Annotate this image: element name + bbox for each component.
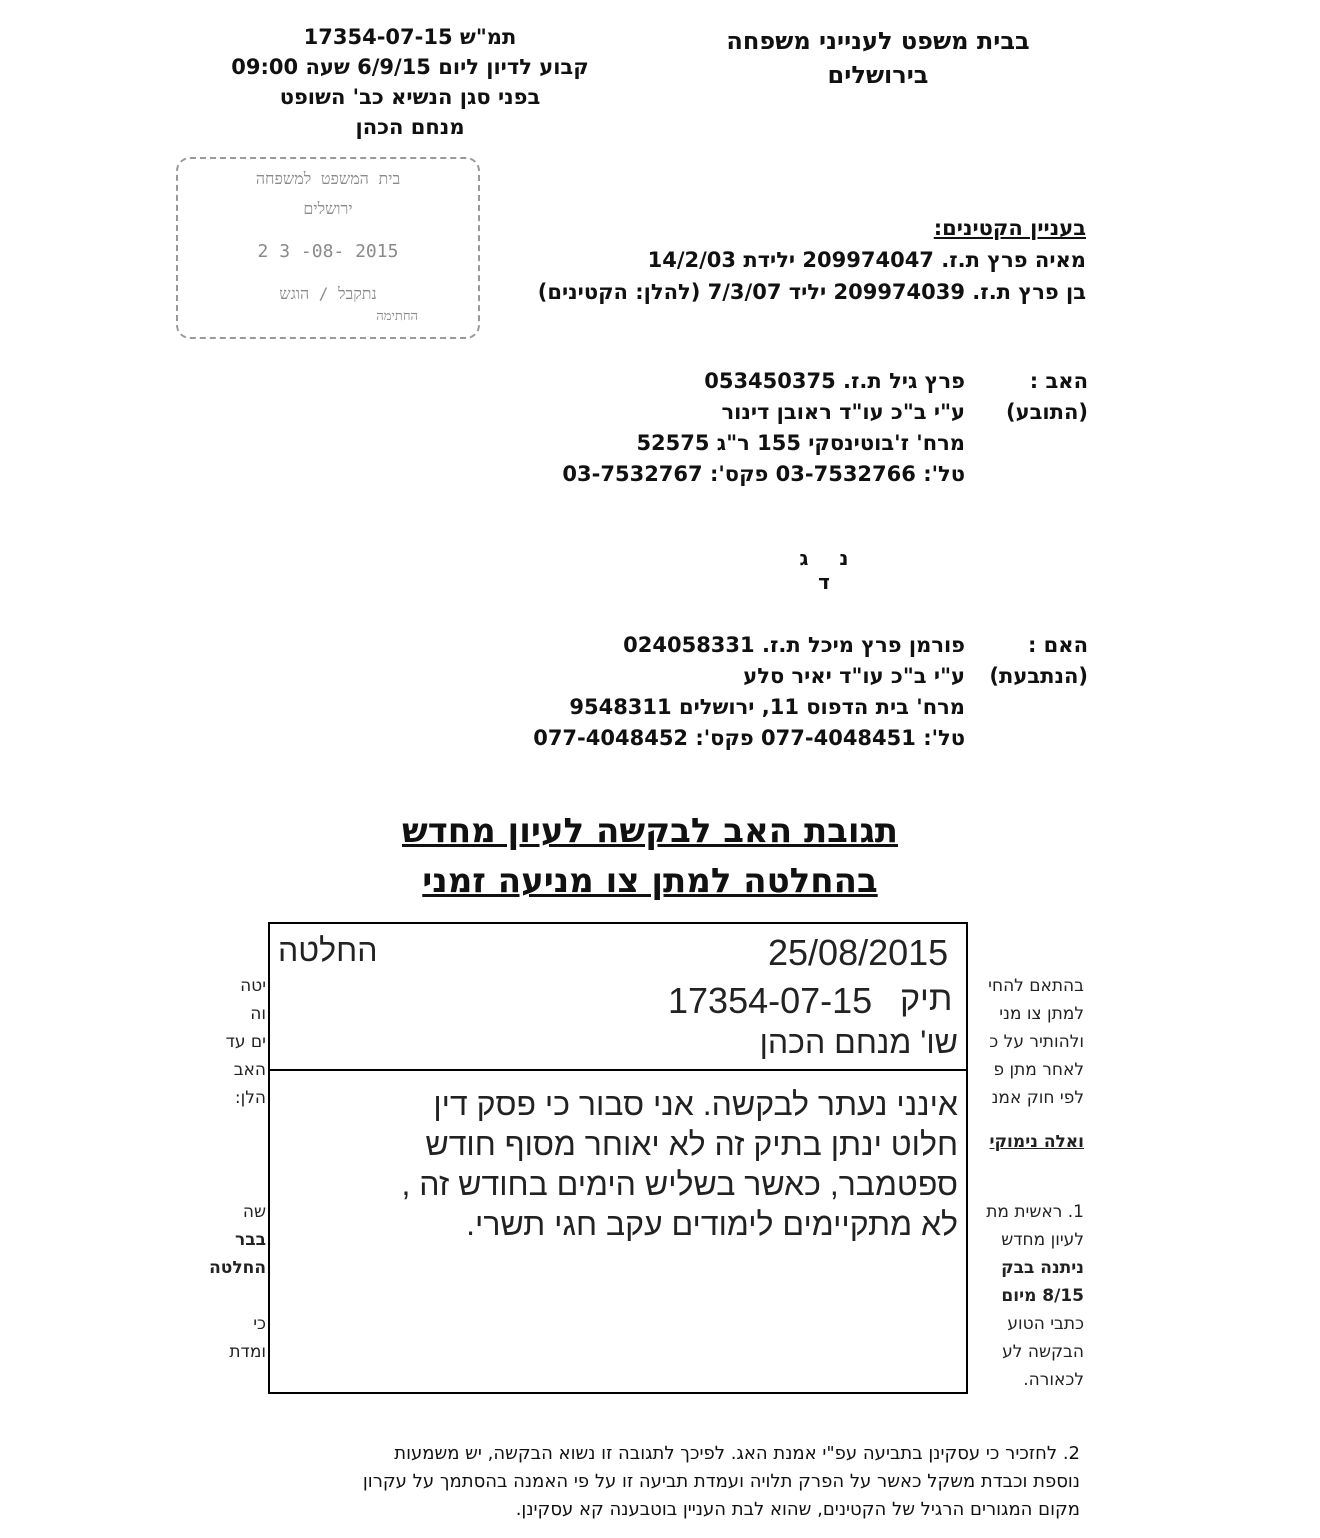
bg-line: לאחר מתן פ: [993, 1060, 1084, 1080]
decision-date: 25/08/2015: [768, 932, 949, 973]
judge-name-line: מנחם הכהן: [355, 115, 465, 139]
bg-line: כי: [253, 1314, 266, 1334]
judge-title-line: בפני סגן הנשיא כב' השופט: [279, 85, 541, 109]
father-phone: טל': 03-7532766 פקס': 03-7532767: [562, 462, 965, 486]
father-label-block: [978, 366, 1088, 428]
bg-text-left: [200, 972, 266, 1366]
mother-name-id: פורמן פרץ מיכל ת.ז. 024058331: [623, 633, 965, 657]
court-city: בירושלים: [827, 61, 929, 89]
paragraph-2: [200, 1440, 1080, 1524]
father-details: [405, 366, 965, 490]
decision-label: החלטה: [278, 932, 378, 968]
decision-box: [268, 922, 968, 1394]
stamp-date: 2 3 -08- 2015: [257, 241, 399, 262]
bg-line: ים עד: [225, 1032, 266, 1052]
bg-line: הלן:: [234, 1088, 266, 1108]
mother-label: האם :: [1027, 633, 1088, 657]
mother-label-block: [978, 630, 1088, 692]
stamp-city: ירושלים: [303, 199, 353, 218]
minors-heading: בעניין הקטינים:: [933, 216, 1086, 240]
hearing-date-line: קבוע לדיון ליום 6/9/15 שעה 09:00: [231, 55, 589, 79]
bg-line: למתן צו מני: [999, 1004, 1084, 1024]
mother-role: (הנתבעת): [989, 664, 1088, 688]
minor-2: בן פרץ ת.ז. 209974039 יליד 7/3/07 (להלן: הקטינים): [537, 280, 1086, 304]
document-title: [300, 806, 1000, 906]
stamp-court: בית המשפט למשפחה: [255, 169, 401, 188]
court-header: [668, 24, 1088, 92]
minor-1: מאיה פרץ ת.ז. 209974047 ילידת 14/2/03: [647, 248, 1086, 272]
title-line-1: תגובת האב לבקשה לעיון מחדש: [401, 811, 899, 851]
case-number-line: תמ"ש 17354-07-15: [303, 25, 517, 49]
bg-line: ומדת: [229, 1342, 266, 1362]
bg-line: לפי חוק אמנ: [991, 1088, 1084, 1108]
item1-line: הבקשה לע: [1002, 1342, 1084, 1362]
stamp-signature: החתימה: [376, 309, 418, 324]
father-label: האב :: [1029, 369, 1088, 393]
bg-line: האב: [233, 1060, 266, 1080]
item1-line: כתבי הטוע: [1007, 1314, 1084, 1334]
versus-label: נ ג ד: [799, 546, 861, 594]
para2-line: מקום המגורים הרגיל של הקטינים, שהוא לבת העניין בוטבענה קא עסקינן.: [515, 1499, 1080, 1520]
mother-address: מרח' בית הדפוס 11, ירושלים 9548311: [569, 695, 965, 719]
para2-line: 2. לחזכיר כי עסקינן בתביעה עפ"י אמנת האג. לפיכך לתגובה זו נשוא הבקשה, יש משמעות: [394, 1443, 1080, 1464]
decision-text: אינני נעתר לבקשה. אני סבור כי פסק דין חלוט ינתן בתיק זה לא יאוחר מסוף חודש ספטמבר, כאשר בשליש הימים בחודש זה , לא מתקיימים לימודים עקב חגי תשרי.: [401, 1086, 958, 1242]
title-line-2: בהחלטה למתן צו מניעה זמני: [422, 861, 878, 901]
bg-line: שה: [242, 1202, 266, 1222]
court-name: בבית משפט לענייני משפחה: [726, 27, 1030, 55]
father-lawyer: ע"י ב"כ עו"ד ראובן דינור: [721, 400, 965, 424]
father-role: (התובע): [1006, 400, 1088, 424]
bg-line: וה: [250, 1004, 266, 1024]
decision-judge: שו' מנחם הכהן: [759, 1024, 958, 1060]
mother-lawyer: ע"י ב"כ עו"ד יאיר סלע: [743, 664, 965, 688]
reasons-heading: ואלה נימוקי: [989, 1132, 1084, 1152]
decision-case-number: 17354-07-15: [668, 980, 873, 1021]
para2-line: נוספת וכבדת משקל כאשר על הפרק תלויה ועמדת תביעה זו על פי האמנה בהסתמך על עקרון: [362, 1471, 1080, 1492]
item1-line: 1. ראשית מת: [986, 1202, 1084, 1222]
bg-line: בבר: [235, 1230, 266, 1250]
decision-header: [270, 924, 966, 1071]
stamp-received: נתקבל / הוגש: [279, 284, 377, 303]
minors-section: [386, 212, 1086, 308]
father-address: מרח' ז'בוטינסקי 155 ר"ג 52575: [636, 431, 965, 455]
bg-line: בהתאם להחי: [988, 976, 1084, 996]
bg-text-right: [964, 972, 1084, 1394]
item1-line: לכאורה.: [1023, 1370, 1084, 1390]
mother-phone: טל': 077-4048451 פקס': 077-4048452: [533, 726, 965, 750]
item1-line: לעיון מחדש: [1001, 1230, 1084, 1250]
decision-case-label: תיק: [900, 980, 953, 1018]
father-name-id: פרץ גיל ת.ז. 053450375: [704, 369, 965, 393]
item1-line: ניתנה בבק: [1001, 1258, 1084, 1278]
bg-line: ולהותיר על כ: [989, 1032, 1084, 1052]
case-info: [200, 22, 620, 142]
bg-line: יטה: [240, 976, 266, 996]
bg-line: החלטה: [209, 1258, 266, 1278]
item1-line: 8/15 מיום: [1001, 1286, 1084, 1306]
mother-details: [405, 630, 965, 754]
